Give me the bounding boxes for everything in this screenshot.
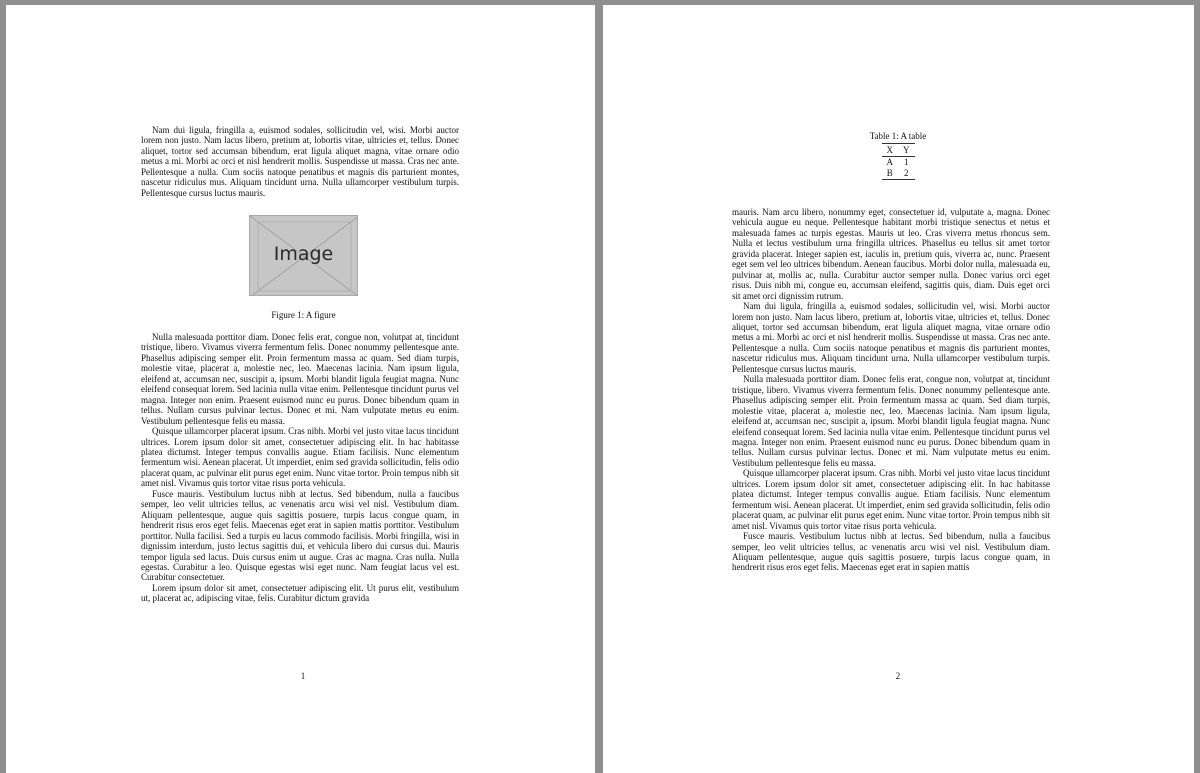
paragraph: Nulla malesuada porttitor diam. Donec felis erat, congue non, volutpat at, tincidunt tristique, libero. Vivamus viverra fermentum felis. Donec nonummy pellentesque ante. Phasellus adipiscing semper elit. Proin fermentum massa ac quam. Sed diam turpis, molestie vitae, placerat a, molestie nec, leo. Maecenas lacinia. Nam ipsum ligula, eleifend at, accumsan nec, suscipit a, ipsum. Morbi blandit ligula feugiat magna. Nunc eleifend consequat lorem. Sed lacinia nulla vitae enim. Pellentesque tincidunt purus vel magna. Integer non enim. Praesent euismod nunc eu purus. Donec bibendum quam in tellus. Nullam cursus pulvinar lectus. Donec et mi. Nam vulputate metus eu enim. Vestibulum pellentesque felis eu massa. xyxy=(732,374,1050,468)
paragraph: Fusce mauris. Vestibulum luctus nibh at lectus. Sed bibendum, nulla a faucibus semper, leo velit ultricies tellus, ac venenatis arcu wisi vel nisl. Vestibulum diam. Aliquam pellentesque, augue quis sagittis posuere, turpis lacus congue quam, in hendrerit risus eros eget felis. Maecenas eget erat in sapien mattis xyxy=(732,531,1050,573)
paragraph: Fusce mauris. Vestibulum luctus nibh at lectus. Sed bibendum, nulla a faucibus semper, leo velit ultricies tellus, ac venenatis arcu wisi vel nisl. Vestibulum diam. Aliquam pellentesque, augue quis sagittis posuere, turpis lacus congue quam, in hendrerit risus eros eget felis. Maecenas eget erat in sapien mattis porttitor. Vestibulum porttitor. Nulla facilisi. Sed a turpis eu lacus commodo facilisis. Morbi fringilla, wisi in dignissim interdum, justo lectus sagittis dui, et vehicula libero dui cursus dui. Mauris tempor ligula sed lacus. Duis cursus enim ut augue. Cras ac magna. Cras nulla. Nulla egestas. Curabitur a leo. Quisque egestas wisi eget nunc. Nam feugiat lacus vel est. Curabitur consectetuer. xyxy=(141,488,459,583)
figure-placeholder-image xyxy=(249,215,358,296)
table-row xyxy=(882,157,915,169)
paragraph: Nam dui ligula, fringilla a, euismod sodales, sollicitudin vel, wisi. Morbi auctor lorem non justo. Nam lacus libero, pretium at, lobortis vitae, ultricies et, tellus. Donec aliquet, tortor sed accumsan bibendum, erat ligula aliquet magna, vitae ornare odio metus a mi. Morbi ac orci et nisl hendrerit mollis. Suspendisse ut massa. Cras nec ante. Pellentesque a nulla. Cum sociis natoque penatibus et magnis dis parturient montes, nascetur ridiculus mus. Aliquam tincidunt urna. Nulla ullamcorper vestibulum turpis. Pellentesque cursus luctus mauris. xyxy=(141,125,459,198)
table-float xyxy=(862,131,934,180)
page-1 xyxy=(6,5,595,773)
page-number: 2 xyxy=(895,671,901,681)
intro-paragraph-block xyxy=(141,125,459,198)
paragraph: Quisque ullamcorper placerat ipsum. Cras nibh. Morbi vel justo vitae lacus tincidunt ultrices. Lorem ipsum dolor sit amet, consectetuer adipiscing elit. In hac habitasse platea dictumst. Integer tempus convallis augue. Etiam facilisis. Nunc elementum fermentum wisi. Aenean placerat. Ut imperdiet, enim sed gravida sollicitudin, felis odio placerat quam, ac pulvinar elit purus eget enim. Nunc vitae tortor. Proin tempus nibh sit amet nisl. Vivamus quis tortor vitae risus porta vehicula. xyxy=(732,468,1050,531)
body-text-block xyxy=(732,207,1050,573)
paragraph: Nulla malesuada porttitor diam. Donec felis erat, congue non, volutpat at, tincidunt tristique, libero. Vivamus viverra fermentum felis. Donec nonummy pellentesque ante. Phasellus adipiscing semper elit. Proin fermentum massa ac quam. Sed diam turpis, molestie vitae, placerat a, molestie nec, leo. Maecenas lacinia. Nam ipsum ligula, eleifend at, accumsan nec, suscipit a, ipsum. Morbi blandit ligula feugiat magna. Nunc eleifend consequat lorem. Sed lacinia nulla vitae enim. Pellentesque tincidunt purus vel magna. Integer non enim. Praesent euismod nunc eu purus. Donec bibendum quam in tellus. Nullam cursus pulvinar lectus. Donec et mi. Nam vulputate metus eu enim. Vestibulum pellentesque felis eu massa. xyxy=(141,332,459,426)
table-row xyxy=(882,168,915,180)
body-text-block xyxy=(141,332,459,604)
table-header-cell: Y xyxy=(898,144,915,157)
table-header-cell: X xyxy=(882,144,899,157)
table-caption: Table 1: A table xyxy=(869,131,927,141)
table-cell: A xyxy=(886,157,893,167)
page-2 xyxy=(603,5,1194,773)
paragraph: Quisque ullamcorper placerat ipsum. Cras nibh. Morbi vel justo vitae lacus tincidunt ultrices. Lorem ipsum dolor sit amet, consectetuer adipiscing elit. In hac habitasse platea dictumst. Integer tempus convallis augue. Etiam facilisis. Nunc elementum fermentum wisi. Aenean placerat. Ut imperdiet, enim sed gravida sollicitudin, felis odio placerat quam, ac pulvinar elit purus eget enim. Nunc vitae tortor. Proin tempus nibh sit amet nisl. Vivamus quis tortor vitae risus porta vehicula. xyxy=(141,426,459,489)
paragraph: Nam dui ligula, fringilla a, euismod sodales, sollicitudin vel, wisi. Morbi auctor lorem non justo. Nam lacus libero, pretium at, lobortis vitae, ultricies et, tellus. Donec aliquet, tortor sed accumsan bibendum, erat ligula aliquet magna, vitae ornare odio metus a mi. Morbi ac orci et nisl hendrerit mollis. Suspendisse ut massa. Cras nec ante. Pellentesque a nulla. Cum sociis natoque penatibus et magnis dis parturient montes, nascetur ridiculus mus. Aliquam tincidunt urna. Nulla ullamcorper vestibulum turpis. Pellentesque cursus luctus mauris. xyxy=(732,301,1050,374)
continued-paragraph: mauris. Nam arcu libero, nonummy eget, consectetuer id, vulputate a, magna. Donec vehicula augue eu neque. Pellentesque habitant morbi tristique senectus et netus et malesuada fames ac turpis egestas. Mauris ut leo. Cras viverra metus rhoncus sem. Nulla et lectus vestibulum urna fringilla ultrices. Phasellus eu tellus sit amet tortor gravida placerat. Integer sapien est, iaculis in, pretium quis, viverra ac, nunc. Praesent eget sem vel leo ultrices bibendum. Aenean faucibus. Morbi dolor nulla, malesuada eu, pulvinar at, mollis ac, nulla. Curabitur auctor semper nulla. Donec varius orci eget risus. Duis nibh mi, congue eu, accumsan eleifend, sagittis quis, diam. Duis eget orci sit amet orci dignissim rutrum. xyxy=(732,207,1050,301)
table-cell: B xyxy=(886,168,893,178)
table-cell: 2 xyxy=(904,168,909,178)
figure-caption: Figure 1: A figure xyxy=(271,310,336,320)
table-cell: 1 xyxy=(904,157,909,167)
data-table xyxy=(882,143,915,180)
table-header-row xyxy=(882,144,915,157)
image-label: Image xyxy=(273,243,334,265)
page-number: 1 xyxy=(300,671,306,681)
paragraph: Lorem ipsum dolor sit amet, consectetuer adipiscing elit. Ut purus elit, vestibulum ut, placerat ac, adipiscing vitae, felis. Curabitur dictum gravida xyxy=(141,582,459,604)
